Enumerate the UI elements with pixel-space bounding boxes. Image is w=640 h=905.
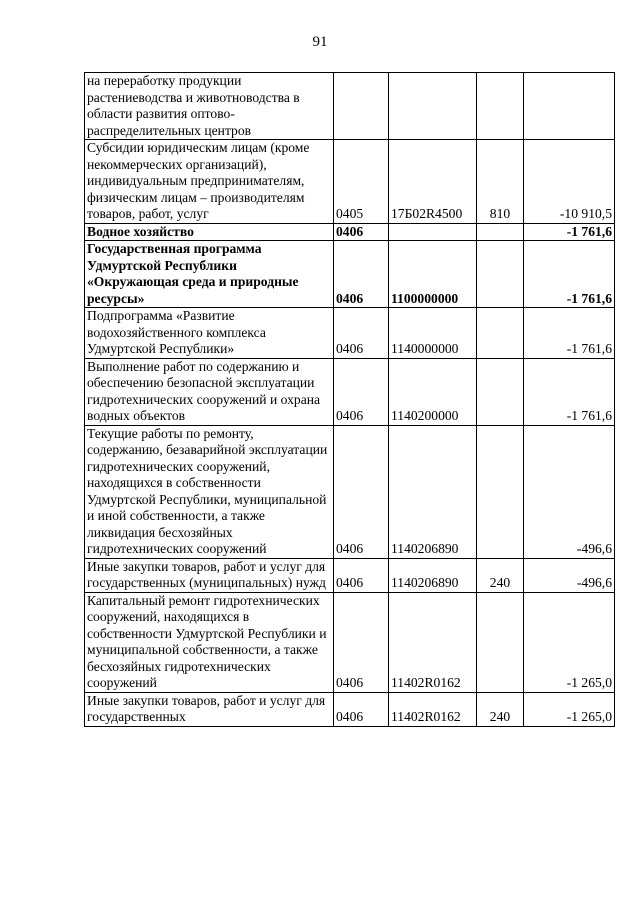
row-code: 1140206890 [389,425,477,558]
table-row [85,558,615,592]
row-vr: 810 [477,140,524,224]
row-code: 11402R0162 [389,692,477,726]
row-name: Водное хозяйство [85,223,334,241]
row-vr [477,358,524,425]
row-vr [477,73,524,140]
table-row [85,358,615,425]
row-section: 0406 [334,308,389,359]
row-code: 1100000000 [389,241,477,308]
row-sum: -1 265,0 [524,692,615,726]
row-vr [477,223,524,241]
row-vr: 240 [477,692,524,726]
table-row [85,73,615,140]
row-code: 1140000000 [389,308,477,359]
page-number: 91 [312,34,328,50]
row-section: 0406 [334,558,389,592]
row-sum: -1 265,0 [524,592,615,692]
row-sum: -1 761,6 [524,308,615,359]
row-name: Выполнение работ по содержанию и обеспечению безопасной эксплуатации гидротехнических сооружений и охрана водных объектов [85,358,334,425]
row-vr [477,425,524,558]
row-section: 0405 [334,140,389,224]
row-code: 11402R0162 [389,592,477,692]
budget-table [84,72,615,727]
row-sum [524,73,615,140]
row-vr: 240 [477,558,524,592]
row-sum: -1 761,6 [524,241,615,308]
row-name: Капитальный ремонт гидротехнических сооружений, находящихся в собственности Удмуртской Республики и муниципальной собственности, а также бесхозяйных гидротехнических сооружений [85,592,334,692]
row-section: 0406 [334,425,389,558]
row-name: Подпрограмма «Развитие водохозяйственного комплекса Удмуртской Республики» [85,308,334,359]
row-section: 0406 [334,692,389,726]
row-code [389,223,477,241]
table-row [85,692,615,726]
row-code: 1140200000 [389,358,477,425]
table-row [85,223,615,241]
row-vr [477,592,524,692]
row-code: 1140206890 [389,558,477,592]
row-vr [477,308,524,359]
row-section: 0406 [334,358,389,425]
row-name: Иные закупки товаров, работ и услуг для государственных [85,692,334,726]
row-section: 0406 [334,223,389,241]
row-name: на переработку продукции растениеводства и животноводства в области развития оптово-распределительных центров [85,73,334,140]
row-vr [477,241,524,308]
row-sum: -496,6 [524,425,615,558]
table-row [85,241,615,308]
row-code [389,73,477,140]
row-sum: -10 910,5 [524,140,615,224]
row-name: Текущие работы по ремонту, содержанию, безаварийной эксплуатации гидротехнических сооружений, находящихся в собственности Удмуртской Республики, муниципальной и иной собственности, а также ликвидация бесхозяйных гидротехнических сооружений [85,425,334,558]
row-sum: -1 761,6 [524,223,615,241]
row-sum: -1 761,6 [524,358,615,425]
row-name: Субсидии юридическим лицам (кроме некоммерческих организаций), индивидуальным предпринимателям, физическим лицам – производителям товаров, работ, услуг [85,140,334,224]
row-sum: -496,6 [524,558,615,592]
row-code: 17Б02R4500 [389,140,477,224]
row-name: Иные закупки товаров, работ и услуг для государственных (муниципальных) нужд [85,558,334,592]
table-row [85,140,615,224]
table-row [85,425,615,558]
row-section [334,73,389,140]
row-name: Государственная программа Удмуртской Республики «Окружающая среда и природные ресурсы» [85,241,334,308]
row-section: 0406 [334,592,389,692]
table-row [85,308,615,359]
row-section: 0406 [334,241,389,308]
table-row [85,592,615,692]
